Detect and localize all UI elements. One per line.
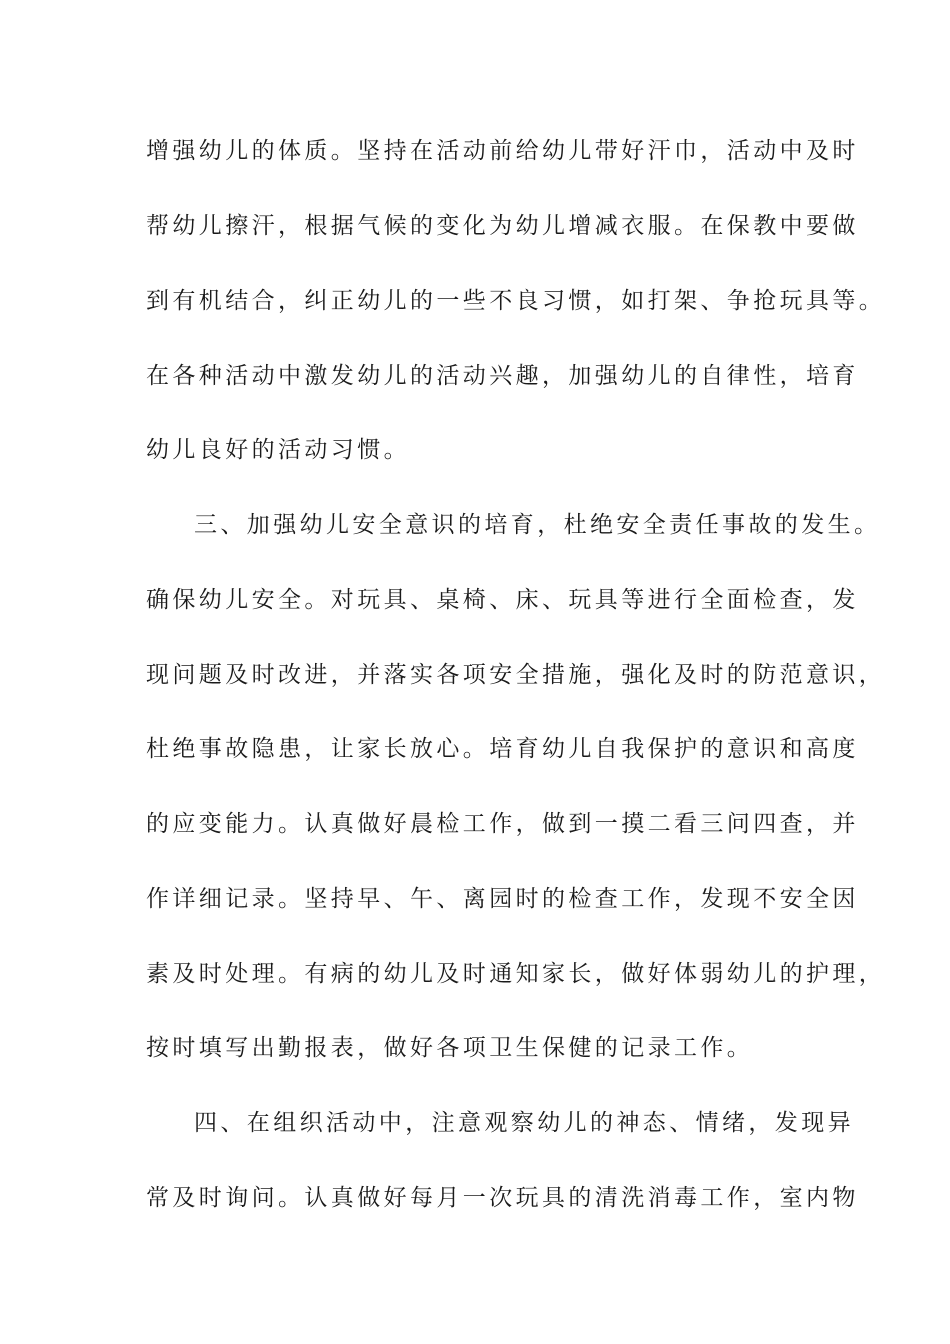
paragraph-line: 现问题及时改进，并落实各项安全措施，强化及时的防范意识，: [146, 662, 886, 688]
paragraph-line: 杜绝事故隐患，让家长放心。培育幼儿自我保护的意识和高度: [146, 736, 859, 762]
paragraph-line: 按时填写出勤报表，做好各项卫生保健的记录工作。: [146, 1035, 754, 1061]
paragraph-line: 素及时处理。有病的幼儿及时通知家长，做好体弱幼儿的护理，: [146, 961, 886, 987]
paragraph-line: 增强幼儿的体质。坚持在活动前给幼儿带好汗巾，活动中及时: [146, 138, 859, 164]
paragraph-line: 在各种活动中激发幼儿的活动兴趣，加强幼儿的自律性，培育: [146, 363, 859, 389]
section-heading-line: 三、加强幼儿安全意识的培育，杜绝安全责任事故的发生。: [194, 512, 881, 538]
paragraph-line: 到有机结合，纠正幼儿的一些不良习惯，如打架、争抢玩具等。: [146, 288, 886, 314]
paragraph-line: 的应变能力。认真做好晨检工作，做到一摸二看三问四查，并: [146, 811, 859, 837]
paragraph-line: 作详细记录。坚持早、午、离园时的检查工作，发现不安全因: [146, 886, 859, 912]
paragraph-line: 常及时询问。认真做好每月一次玩具的清洗消毒工作，室内物: [146, 1185, 859, 1211]
paragraph-line: 幼儿良好的活动习惯。: [146, 437, 410, 463]
paragraph-line: 确保幼儿安全。对玩具、桌椅、床、玩具等进行全面检查，发: [146, 587, 859, 613]
paragraph-line: 帮幼儿擦汗，根据气候的变化为幼儿增减衣服。在保教中要做: [146, 213, 859, 239]
section-heading-line: 四、在组织活动中，注意观察幼儿的神态、情绪，发现异: [194, 1110, 854, 1136]
